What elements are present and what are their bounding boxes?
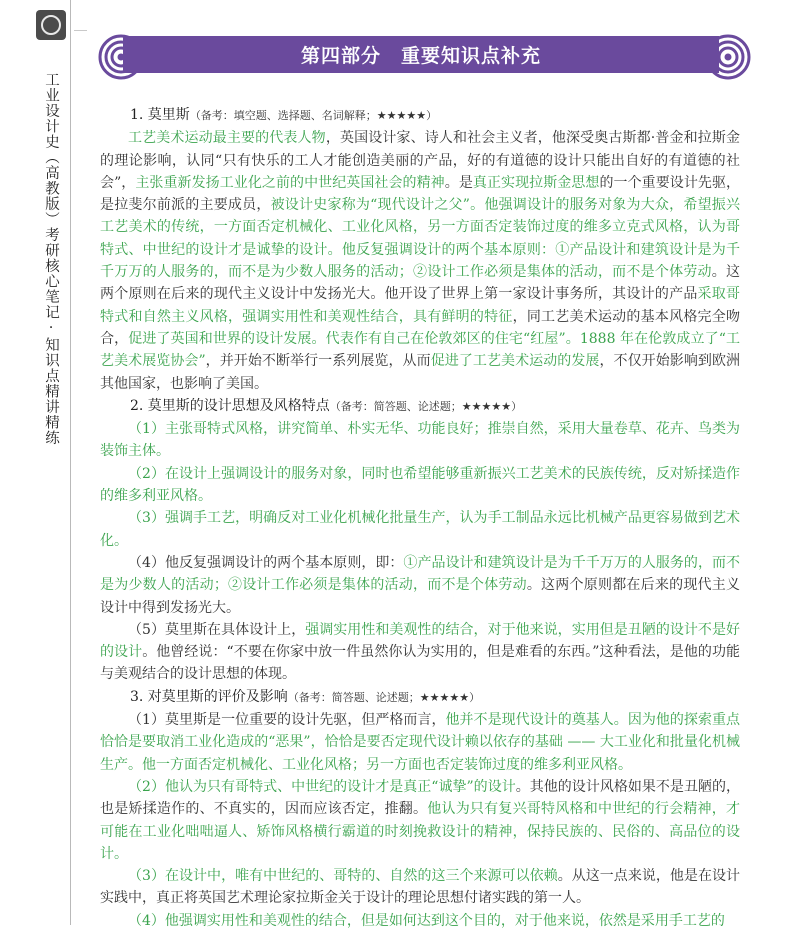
body-text: 。他曾经说：“不要在你家中放一件虽然你认为实用的，但是难看的东西。”这种看法，是他的功能与美观结合的设计思想的体现。 — [100, 644, 741, 683]
highlighted-text: 采取哥特式和自然主义风格，强调实用性和美观性结合，具有鲜明的特征 — [100, 286, 741, 325]
body-text: 。是 — [444, 174, 473, 191]
body-text: 的一个重要设计先驱，是拉斐尔前派的主要成员， — [100, 174, 741, 214]
paragraph — [100, 418, 740, 463]
body-text: ，不仅开始影响到欧洲其他国家，也影响了美国。 — [100, 353, 741, 392]
section-banner — [123, 36, 719, 73]
highlighted-text: 促进了英国和世界的设计发展。代表作有自己在伦敦郊区的住宅“红屋”。1888 年在伦敦成立了“工艺美术展览协会” — [100, 330, 740, 370]
highlighted-text: ①产品设计和建筑设计是为千千万万的人服务的，而不是为少数人的活动；②设计工作必须是集体的活动，而不是个体劳动 — [100, 554, 741, 594]
highlighted-text: 他认为只有复兴哥特风格和中世纪的行会精神，才可能在工业化咄咄逼人、矫饰风格横行霸道的时刻挽救设计的精神，保持民族的、民俗的、高品位的设计。 — [100, 801, 741, 862]
highlighted-text: 工艺美术运动最主要的代表人物 — [128, 130, 326, 147]
highlighted-text: 促进了工艺美术运动的发展 — [430, 353, 600, 370]
heading-text: 3. 对莫里斯的评价及影响 — [130, 688, 288, 705]
highlighted-text: （4）他强调实用性和美观性的结合，但是如何达到这个目的，对于他来说，依然是采用手工艺的 — [128, 912, 725, 929]
highlighted-text: 强调实用性和美观性的结合，对于他来说，实用但是丑陋的设计不是好的设计 — [100, 621, 740, 661]
body-text: 。从这一点来说，他是在设计实践中，真正将英国艺术理论家拉斯金关于设计的理论思想付诸实践的第一人。 — [100, 868, 741, 907]
exam-note: （备考：简答题、论述题；★★★★★） — [287, 690, 481, 704]
highlighted-text: （2）他认为只有哥特式、中世纪的设计才是真正“诚挚”的设计 — [128, 778, 516, 795]
body-text: 。其他的设计风格如果不是丑陋的，也是矫揉造作的、不真实的，因而应该否定，推翻。 — [100, 778, 740, 818]
highlighted-text: 真正实现拉斯金思想 — [472, 174, 600, 191]
book-title-vertical: 工业设计史（高教版）考研核心笔记·知识点精讲精练 — [43, 72, 59, 446]
paragraph — [100, 776, 740, 865]
highlighted-text: 被设计史家称为“现代设计之父” — [270, 197, 470, 214]
highlighted-text: （3）在设计中，唯有中世纪的、哥特的、自然的这三个来源可以依赖 — [128, 868, 558, 885]
highlighted-text: 他并不是现代设计的奠基人。因为他的探索重点恰恰是要取消工业化造成的“恶果”，恰恰是要否定现代设计赖以依存的基础 —— 大工业化和批量化机械生产。他一方面否定机械化、工业化风格；另一方面也否定装饰过度的维多利亚风格。 — [100, 712, 741, 773]
heading-text: 2. 莫里斯的设计思想及风格特点 — [130, 397, 330, 414]
body-text: 。这两个原则都在后来的现代主义设计中得到发扬光大。 — [100, 577, 741, 616]
paragraph — [100, 910, 740, 932]
heading-text: 1. 莫里斯 — [130, 107, 190, 123]
paragraph — [100, 552, 740, 619]
body-text: （5）莫里斯在具体设计上， — [128, 621, 306, 638]
main-content — [100, 104, 740, 932]
highlighted-text: （2）在设计上强调设计的服务对象，同时也希望能够重新振兴工艺美术的民族传统，反对矫揉造作的维多利亚风格。 — [100, 465, 740, 505]
exam-note: （备考：简答题、论述题；★★★★★） — [329, 399, 523, 413]
section-title: 第四部分 重要知识点补充 — [300, 45, 541, 67]
paragraph — [100, 619, 740, 686]
section-heading — [100, 395, 740, 418]
highlighted-text: （1）主张哥特式风格，讲究简单、朴实无华、功能良好；推崇自然，采用大量卷草、花卉、鸟类为装饰主体。 — [100, 421, 740, 460]
body-text: ，同工艺美术运动的基本风格完全吻合， — [100, 308, 741, 347]
paragraph — [100, 709, 740, 776]
paragraph — [100, 507, 740, 552]
header-rule — [74, 30, 87, 31]
highlighted-text: 。他强调设计的服务对象为大众，希望振兴工艺美术的传统，一方面否定机械化、工业化风格，另一方面否定装饰过度的维多立克式风格，认为哥特式、中世纪的设计才是诚挚的设计。他反复强调设计的两个基本原则：①产品设计和建筑设计是为千千万万的人服务的，而不是为少数人服务的活动；②设计工作必须是集体的活动，而不是个体劳动 — [100, 197, 741, 281]
paragraph — [100, 463, 740, 508]
highlighted-text: 主张重新发扬工业化之前的中世纪英国社会的精神 — [135, 174, 445, 191]
sidebar — [32, 0, 71, 925]
body-text: 。这两个原则在后来的现代主义设计中发扬光大。他开设了世界上第一家设计事务所，其设计的产品 — [100, 264, 741, 303]
paragraph — [100, 865, 740, 910]
publisher-logo-icon — [36, 10, 66, 40]
section-heading — [100, 104, 740, 127]
exam-note: （备考：填空题、选择题、名词解释；★★★★★） — [189, 109, 438, 122]
section-heading — [100, 686, 740, 709]
body-text: （4）他反复强调设计的两个基本原则，即： — [128, 554, 404, 571]
body-text: ，英国设计家、诗人和社会主义者，他深受奥古斯都·普金和拉斯金的理论影响，认同“只有快乐的工人才能创造美丽的产品，好的有道德的设计只能出自好的有道德的社会”， — [100, 130, 741, 191]
body-text: （1）莫里斯是一位重要的设计先驱，但严格而言， — [128, 712, 446, 729]
highlighted-text: （3）强调手工艺，明确反对工业化机械化批量生产，认为手工制品永远比机械产品更容易做到艺术化。 — [100, 510, 740, 549]
body-text: ，并开始不断举行一系列展览，从而 — [205, 353, 431, 370]
paragraph — [100, 127, 740, 395]
